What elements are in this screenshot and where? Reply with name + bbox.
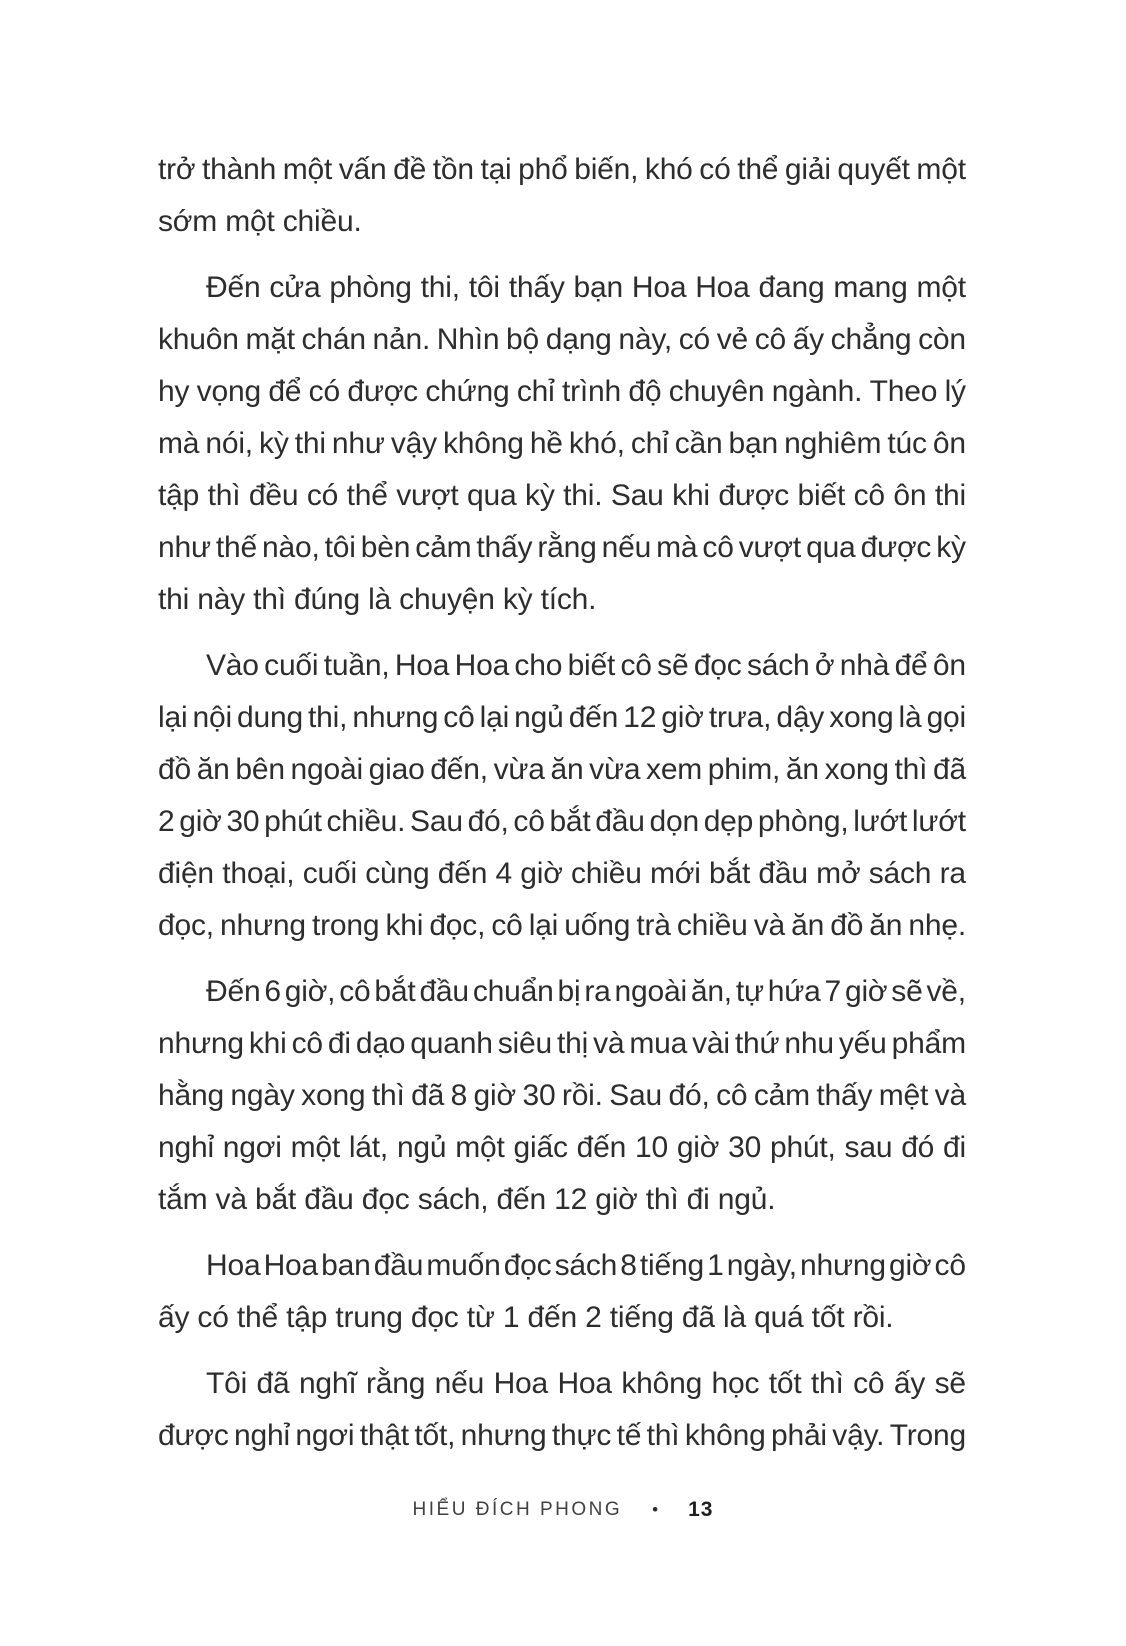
text-line: Đến 6 giờ, cô bắt đầu chuẩn bị ra ngoài ăn, tự hứa 7 giờ sẽ về, xyxy=(206,975,966,1008)
text-line: Đến cửa phòng thi, tôi thấy bạn Hoa Hoa đang mang một xyxy=(206,271,966,304)
text-line: hằng ngày xong thì đã 8 giờ 30 rồi. Sau đó, cô cảm thấy mệt và xyxy=(158,1079,966,1112)
text-line: sớm một chiều. xyxy=(158,205,362,238)
text-line: hy vọng để có được chứng chỉ trình độ chuyên ngành. Theo lý xyxy=(158,375,966,408)
page-footer xyxy=(0,1498,1126,1522)
text-line: Tôi đã nghĩ rằng nếu Hoa Hoa không học tốt thì cô ấy sẽ xyxy=(206,1367,966,1400)
text-line: Hoa Hoa ban đầu muốn đọc sách 8 tiếng 1 ngày, nhưng giờ cô xyxy=(206,1249,966,1282)
text-line: lại nội dung thi, nhưng cô lại ngủ đến 12 giờ trưa, dậy xong là gọi xyxy=(158,701,966,734)
paragraph xyxy=(158,1240,966,1344)
text-line: điện thoại, cuối cùng đến 4 giờ chiều mới bắt đầu mở sách ra xyxy=(158,857,966,890)
paragraph xyxy=(158,640,966,952)
text-line: nhưng khi cô đi dạo quanh siêu thị và mua vài thứ nhu yếu phẩm xyxy=(158,1027,966,1060)
text-line: tắm và bắt đầu đọc sách, đến 12 giờ thì đi ngủ. xyxy=(158,1183,776,1216)
text-line: như thế nào, tôi bèn cảm thấy rằng nếu mà cô vượt qua được kỳ xyxy=(158,531,966,564)
text-line: Vào cuối tuần, Hoa Hoa cho biết cô sẽ đọc sách ở nhà để ôn xyxy=(206,649,966,682)
text-line: thi này thì đúng là chuyện kỳ tích. xyxy=(158,583,597,616)
paragraph xyxy=(158,262,966,626)
text-line: đồ ăn bên ngoài giao đến, vừa ăn vừa xem phim, ăn xong thì đã xyxy=(158,753,966,786)
page-number: 13 xyxy=(688,1498,714,1521)
paragraph xyxy=(158,966,966,1226)
text-line: nghỉ ngơi một lát, ngủ một giấc đến 10 giờ 30 phút, sau đó đi xyxy=(158,1131,966,1164)
text-line: được nghỉ ngơi thật tốt, nhưng thực tế thì không phải vậy. Trong xyxy=(158,1419,966,1452)
text-line: tập thì đều có thể vượt qua kỳ thi. Sau khi được biết cô ôn thi xyxy=(158,479,966,512)
text-line: 2 giờ 30 phút chiều. Sau đó, cô bắt đầu dọn dẹp phòng, lướt lướt xyxy=(158,805,966,838)
text-line: đọc, nhưng trong khi đọc, cô lại uống trà chiều và ăn đồ ăn nhẹ. xyxy=(158,909,966,942)
running-title: HIỂU ĐÍCH PHONG xyxy=(412,1499,623,1520)
paragraph xyxy=(158,1358,966,1462)
text-line: trở thành một vấn đề tồn tại phổ biến, khó có thể giải quyết một xyxy=(158,153,966,186)
text-line: ấy có thể tập trung đọc từ 1 đến 2 tiếng đã là quá tốt rồi. xyxy=(158,1301,894,1334)
text-line: mà nói, kỳ thi như vậy không hề khó, chỉ cần bạn nghiêm túc ôn xyxy=(158,427,966,460)
paragraph xyxy=(158,144,966,248)
text-block xyxy=(158,144,966,1476)
text-line: khuôn mặt chán nản. Nhìn bộ dạng này, có vẻ cô ấy chẳng còn xyxy=(158,323,966,356)
separator-dot-icon: • xyxy=(652,1500,659,1519)
